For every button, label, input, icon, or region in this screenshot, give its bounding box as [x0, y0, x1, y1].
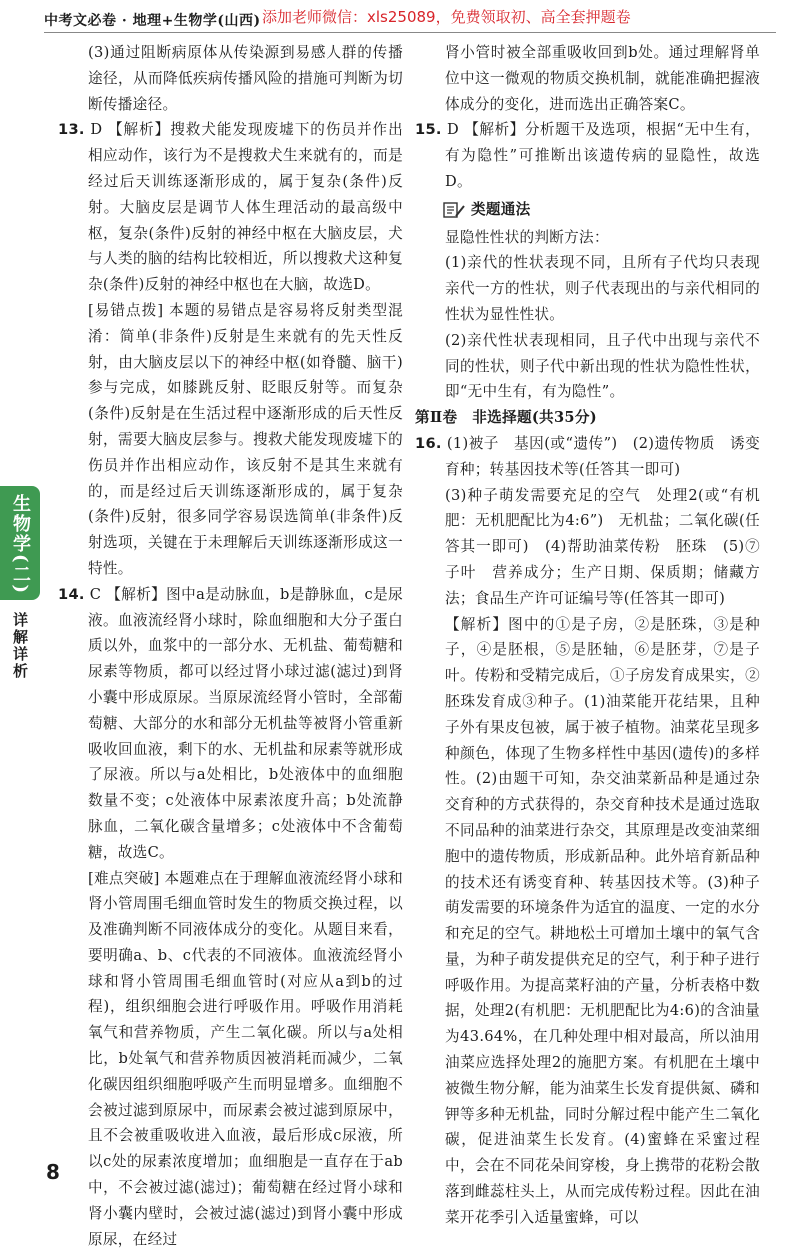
question-13-text: D 【解析】搜救犬能发现废墟下的伤员并作出相应动作，该行为不是搜救犬生来就有的，而是经过后天训练逐渐形成的，属于复杂(条件)反射。大脑皮层是调节人体生理活动的最高级中枢，复杂(条件)反射的神经中枢在大脑皮层，犬与人类的脑的结构比较相近，所以搜救犬这种复杂(条件)反射的神经中枢也在大脑，故选D。 — [88, 121, 403, 293]
question-13 — [58, 117, 403, 298]
question-16-answer-2: (3)种子萌发需要充足的空气 处理2(或“有机肥：无机肥配比为4:6”) 无机盐；二氧化碳(任答其一即可) (4)帮助油菜传粉 胚珠 (5)⑦子叶 营养成分；生产日期、保质期；储藏方法；食品生产许可证编号等(任答其一即可) — [415, 483, 760, 612]
promo-header: 添加老师微信：xls25089，免费领取初、高全套押题卷 — [262, 6, 631, 27]
header-divider — [44, 32, 776, 33]
question-14-tip: [难点突破] 本题难点在于理解血液流经肾小球和肾小管周围毛细血管时发生的物质交换过程，以及准确判断不同液体成分的变化。从题目来看，要明确a、b、c代表的不同液体。血液流经肾小球和肾小管周围毛细血管时(对应从a到b的过程)，组织细胞会进行呼吸作用。呼吸作用消耗氧气和营养物质，产生二氧化碳。所以与a处相比，b处氧气和营养物质因被消耗而减少，二氧化碳因组织细胞呼吸产生而明显增多。血细胞不会被过滤到原尿中，而尿素会被过滤到原尿中，且不会被重吸收进入血液，最后形成c尿液，所以c处的尿素浓度增加；血细胞是一直存在于ab中，不会被过滤(滤过)；葡萄糖在经过肾小球和肾小囊内壁时，会被过滤(滤过)到肾小囊中形成原尿，在经过 — [58, 866, 403, 1252]
method-tip-title: 显隐性性状的判断方法： — [415, 225, 760, 251]
question-13-tip: [易错点拨] 本题的易错点是容易将反射类型混淆：简单(非条件)反射是生来就有的先天性反射，由大脑皮层以下的神经中枢(如脊髓、脑干)参与完成，如膝跳反射、眨眼反射等。而复杂(条件)反射是在生活过程中逐渐形成的后天性反射，需要大脑皮层参与。搜救犬能发现废墟下的伤员并作出相应动作，该反射不是其生来就有的，而是经过后天训练逐渐形成的，属于复杂(条件)反射，很多同学容易误选简单(非条件)反射选项，关键在于未理解后天训练逐渐形成这一特性。 — [58, 298, 403, 582]
question-14 — [58, 582, 403, 866]
question-15-text: D 【解析】分析题干及选项，根据“无中生有，有为隐性”可推断出该遗传病的显隐性，故选D。 — [445, 121, 760, 190]
left-column — [58, 40, 403, 1252]
side-tab — [0, 486, 40, 600]
pencil-note-icon — [443, 201, 465, 219]
page-number: 8 — [46, 1160, 60, 1184]
running-header: 中考文必卷 · 地理+生物学(山西) — [44, 10, 261, 30]
method-tip-header — [415, 197, 760, 223]
question-15 — [415, 117, 760, 194]
section-heading: 第Ⅱ卷 非选择题(共35分) — [415, 405, 760, 431]
method-tip-label: 类题通法 — [471, 197, 531, 223]
question-14-text: C 【解析】图中a是动脉血，b是静脉血，c是尿液。血液流经肾小球时，除血细胞和大分子蛋白质以外，血浆中的一部分水、无机盐、葡萄糖和尿素等物质，都可以经过肾小球过滤(滤过)到肾小囊中形成原尿。当原尿流经肾小管时，全部葡萄糖、大部分的水和部分无机盐等被肾小管重新吸收回血液，剩下的水、无机盐和尿素等就形成了尿液。所以与a处相比，b处液体中的血细胞数量不变；c处液体中尿素浓度升高；b处流静脉血，二氧化碳含量增多；c处液体中不含葡萄糖，故选C。 — [88, 586, 403, 861]
side-tab-label: 生物学(二) — [7, 494, 33, 595]
question-number: 14. — [58, 586, 85, 603]
answer-paragraph: (3)通过阻断病原体从传染源到易感人群的传播途径，从而降低疾病传播风险的措施可判断为切断传播途径。 — [58, 40, 403, 117]
method-tip-item: (1)亲代的性状表现不同，且所有子代均只表现亲代一方的性状，则子代表现出的与亲代相同的性状为显性性状。 — [415, 250, 760, 327]
question-number: 16. — [415, 435, 442, 452]
question-16-explanation: 【解析】图中的①是子房，②是胚珠，③是种子，④是胚根，⑤是胚轴，⑥是胚芽，⑦是子叶。传粉和受精完成后，①子房发育成果实，②胚珠发育成③种子。(1)油菜能开花结果，且种子外有果皮包被，属于被子植物。油菜花呈现多种颜色，体现了生物多样性中基因(遗传)的多样性。(2)由题干可知，杂交油菜新品种是通过杂交育种的方式获得的，杂交育种技术是通过选取不同品种的油菜进行杂交，其原理是改变油菜细胞中的遗传物质，形成新品种。此外培育新品种的技术还有诱变育种、转基因技术等。(3)种子萌发需要的环境条件为适宜的温度、一定的水分和充足的空气。耕地松土可增加土壤中的氧气含量，为种子萌发提供充足的空气，利于种子进行呼吸作用。为提高菜籽油的产量，分析表格中数据，处理2(有机肥：无机肥配比为4:6)的含油量为43.64%，在几种处理中相对最高，所以油用油菜应选择处理2的施肥方案。有机肥在土壤中被微生物分解，能为油菜生长发育提供氮、磷和钾等多种无机盐，同时分解过程中能产生二氧化碳，促进油菜生长发育。(4)蜜蜂在采蜜过程中，会在不同花朵间穿梭，身上携带的花粉会散落到雌蕊柱头上，从而完成传粉过程。因此在油菜开花季引入适量蜜蜂，可以 — [415, 612, 760, 1231]
right-column — [415, 40, 760, 1231]
side-subtitle: 详解详析 — [10, 612, 31, 680]
continued-paragraph: 肾小管时被全部重吸收回到b处。通过理解肾单位中这一微观的物质交换机制，就能准确把握液体成分的变化，进而选出正确答案C。 — [415, 40, 760, 117]
question-number: 13. — [58, 121, 85, 138]
question-number: 15. — [415, 121, 442, 138]
question-16-answer-1: (1)被子 基因(或“遗传”) (2)遗传物质 诱变育种；转基因技术等(任答其一即可) — [445, 435, 760, 478]
method-tip-item: (2)亲代性状表现相同，且子代中出现与亲代不同的性状，则子代中新出现的性状为隐性性状，即“无中生有，有为隐性”。 — [415, 328, 760, 405]
question-16 — [415, 431, 760, 483]
